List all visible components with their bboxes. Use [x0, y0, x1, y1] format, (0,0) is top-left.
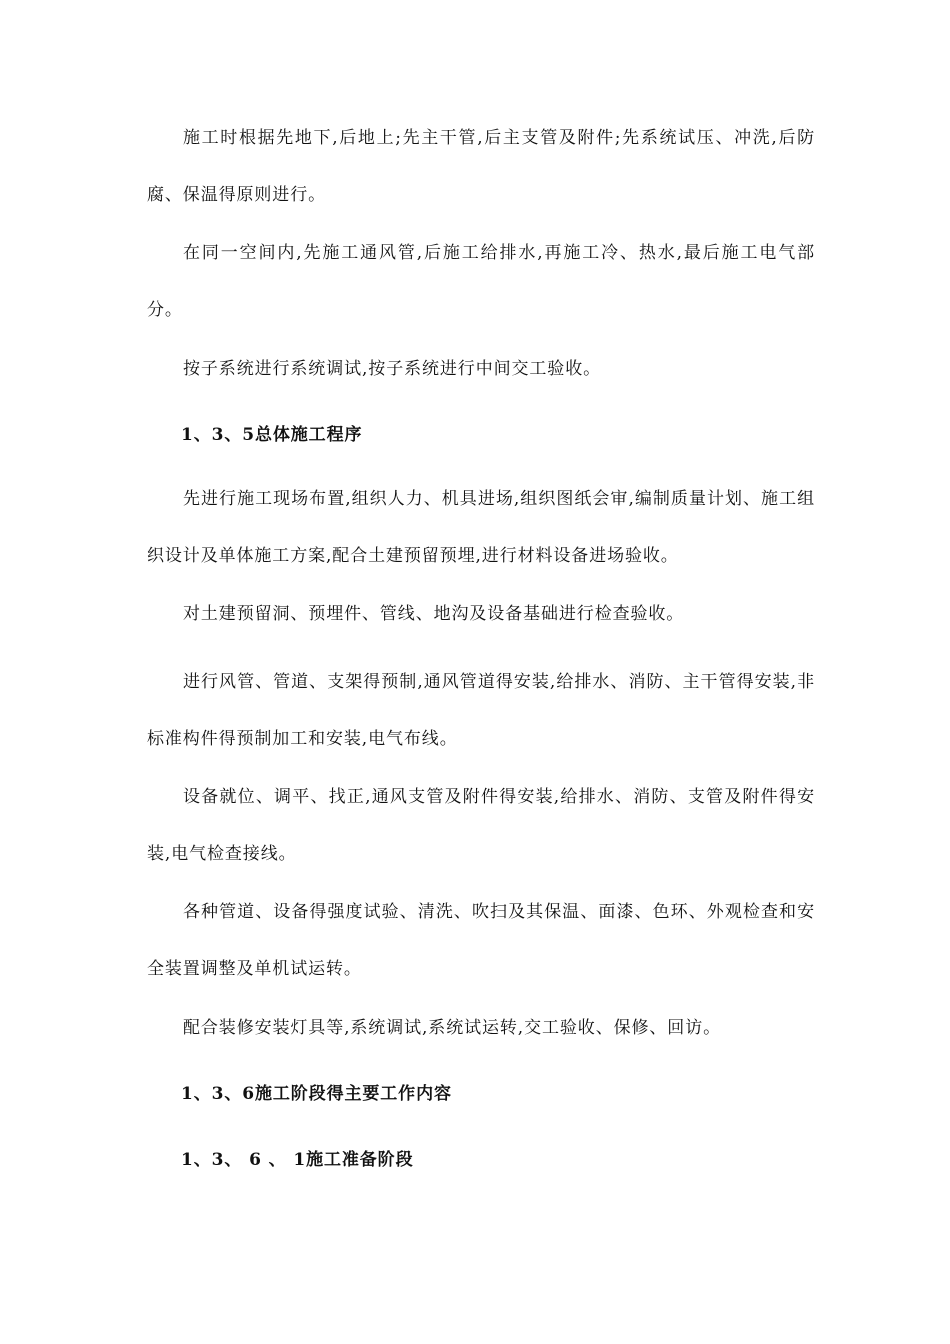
paragraph-subsystem-debugging: 按子系统进行系统调试,按子系统进行中间交工验收。 — [183, 359, 602, 379]
paragraph-construction-order-principle: 施工时根据先地下,后地上;先主干管,后主支管及附件;先系统试压、冲洗,后防腐、保温得原则进行。 — [147, 128, 815, 205]
section-heading-1-3-6-1: 1、3、 6 、 1施工准备阶段 — [181, 1150, 414, 1170]
paragraph-same-space-sequence: 在同一空间内,先施工通风管,后施工给排水,再施工冷、热水,最后施工电气部分。 — [147, 243, 815, 320]
paragraph-equipment-positioning: 设备就位、调平、找正,通风支管及附件得安装,给排水、消防、支管及附件得安装,电气检查接线。 — [147, 787, 815, 864]
paragraph-site-preparation: 先进行施工现场布置,组织人力、机具进场,组织图纸会审,编制质量计划、施工组织设计及单体施工方案,配合土建预留预埋,进行材料设备进场验收。 — [147, 489, 815, 566]
paragraph-inspection-acceptance: 对土建预留洞、预埋件、管线、地沟及设备基础进行检查验收。 — [183, 604, 685, 624]
paragraph-testing-trial-run: 各种管道、设备得强度试验、清洗、吹扫及其保温、面漆、色环、外观检查和安全装置调整及单机试运转。 — [147, 902, 815, 979]
paragraph-prefabrication-installation: 进行风管、管道、支架得预制,通风管道得安装,给排水、消防、主干管得安装,非标准构件得预制加工和安装,电气布线。 — [147, 672, 815, 749]
paragraph-final-acceptance: 配合装修安装灯具等,系统调试,系统试运转,交工验收、保修、回访。 — [183, 1018, 722, 1038]
section-heading-1-3-5: 1、3、5总体施工程序 — [181, 425, 363, 445]
section-heading-1-3-6: 1、3、6施工阶段得主要工作内容 — [181, 1084, 452, 1104]
